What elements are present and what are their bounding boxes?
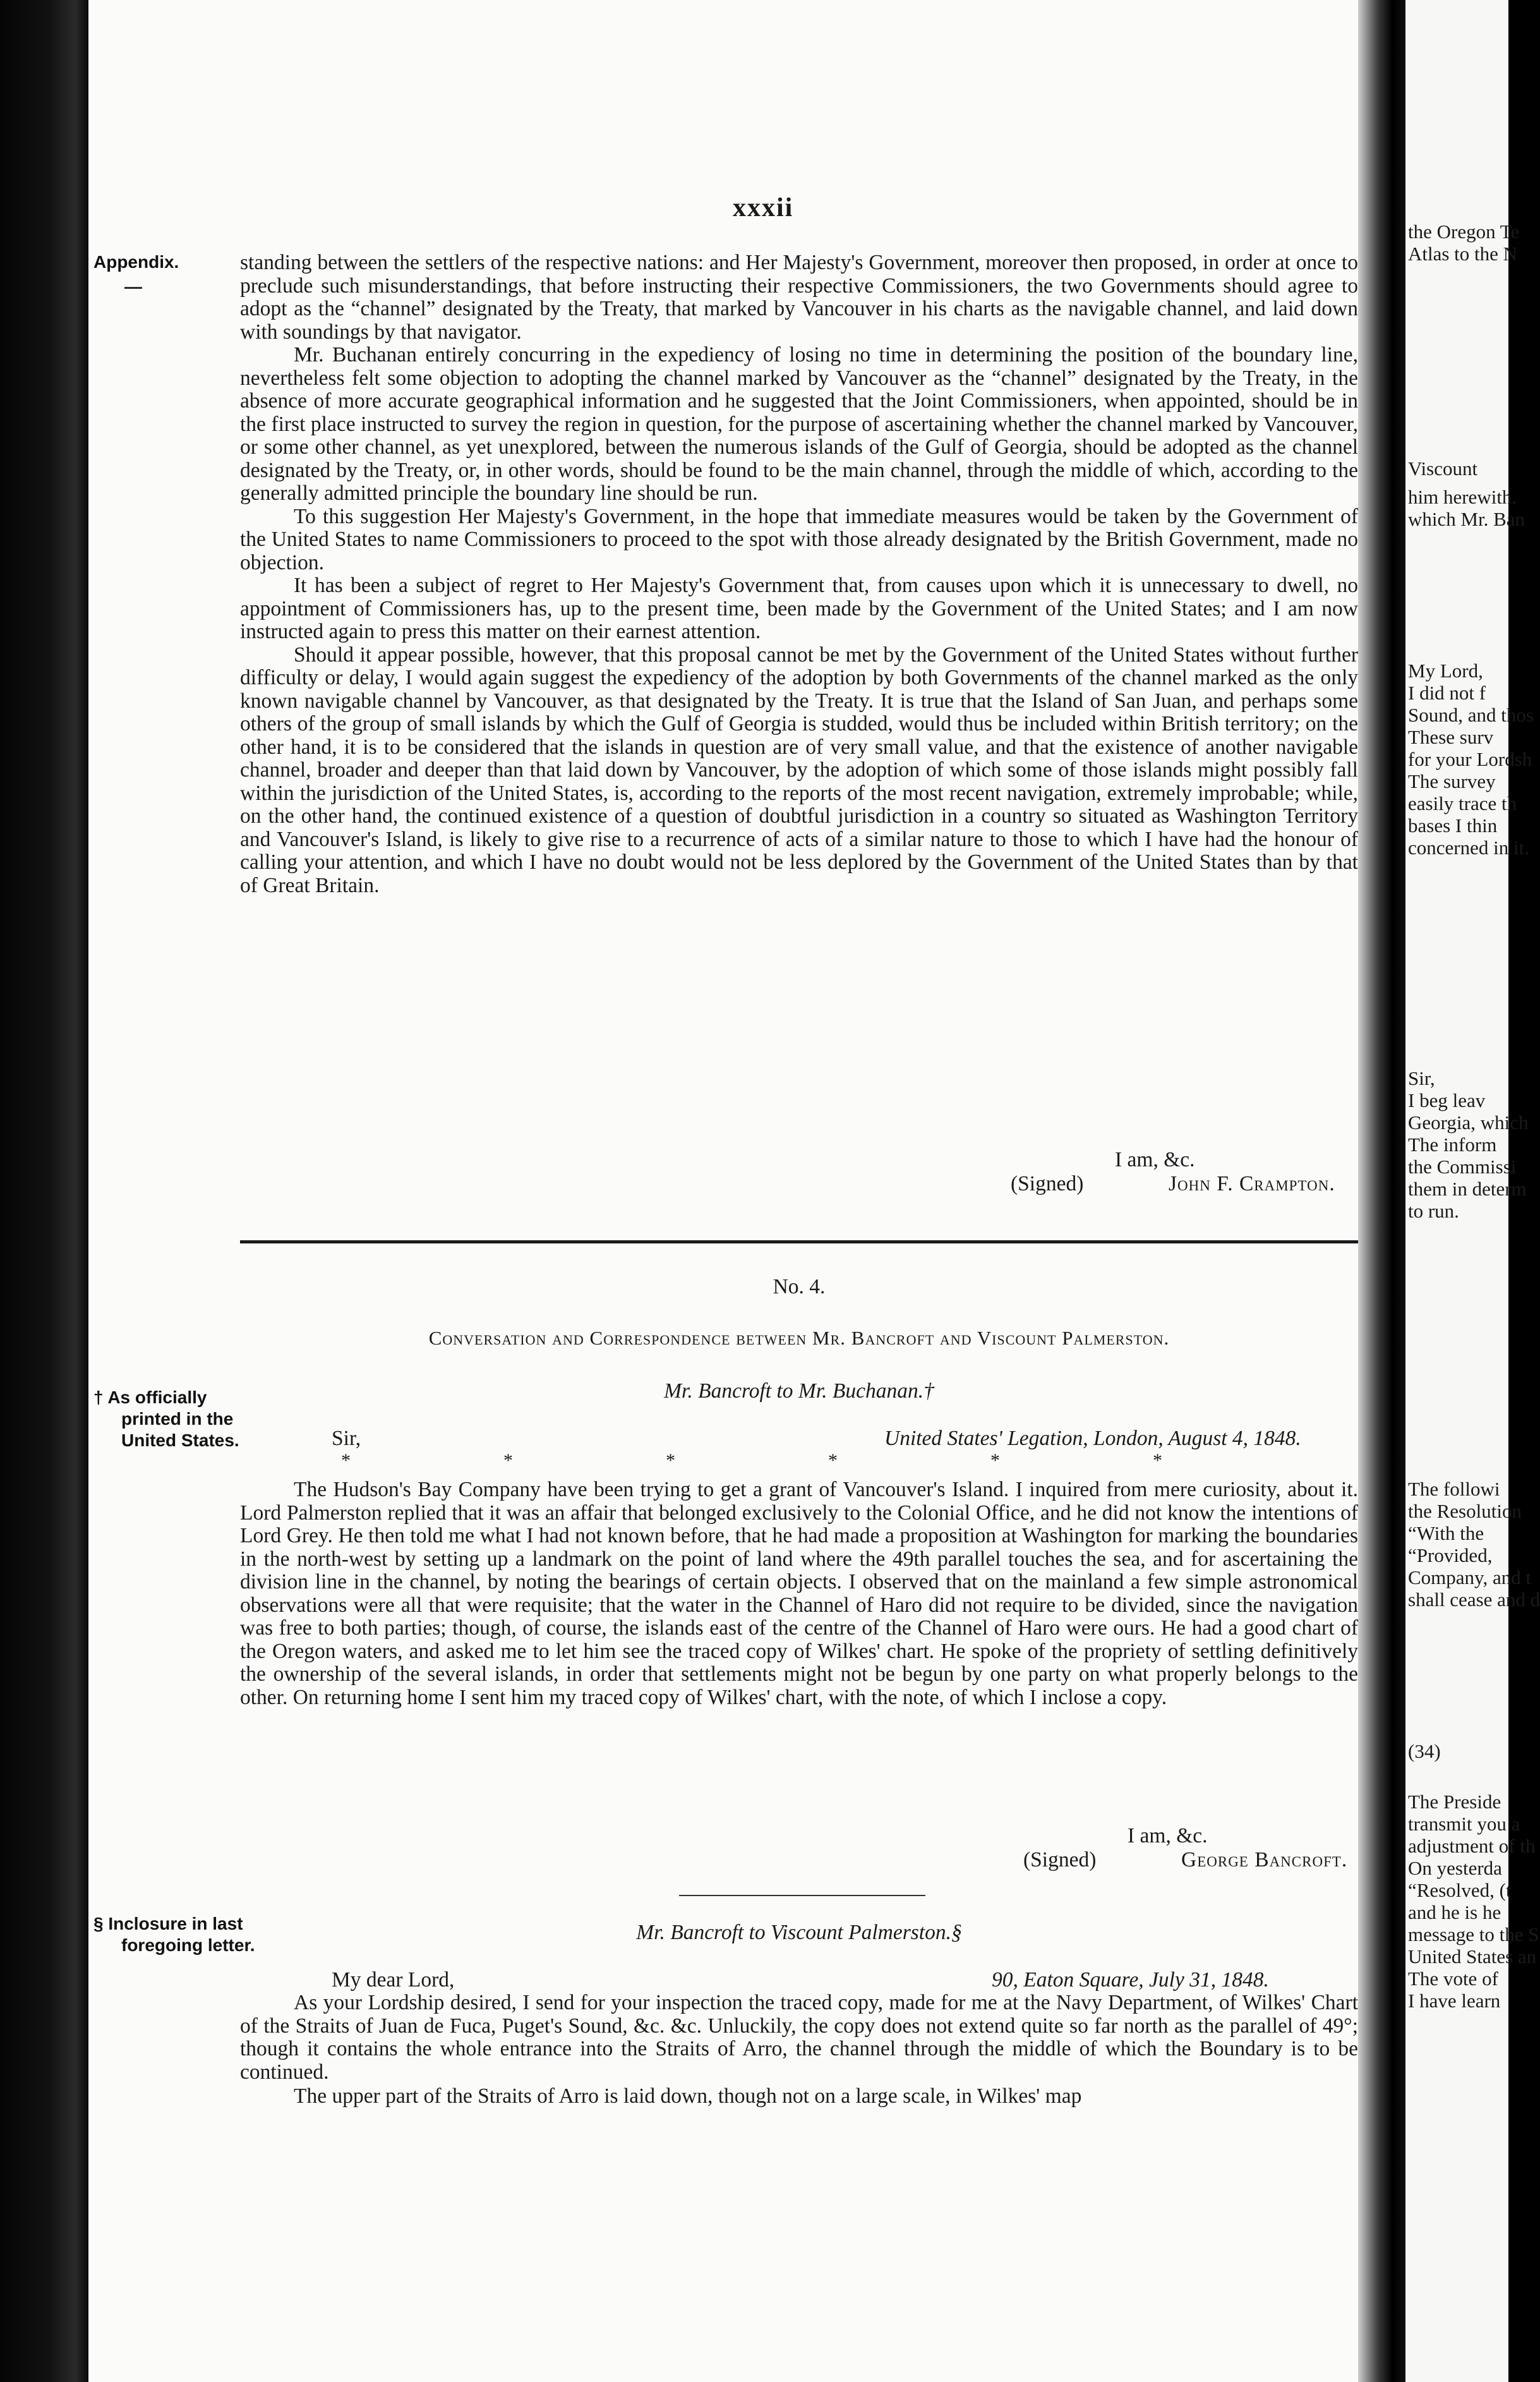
paragraph: Should it appear possible, however, that this proposal cannot be met by the Government of the United States without further difficulty or delay, I would again suggest the expediency of the adoption by both Governments of the channel marked as the only known navigable channel by Vancouver, as that designated by the Treaty. It is true that the Island of San Juan, and perhaps some others of the group of small islands by which the Gulf of Georgia is studded, would thus be included within British territory; on the other hand, it is to be considered that the islands in question are of very small value, and that the existence of another navigable channel, broader and deeper than that laid down by Vancouver, by the adoption of which some of those islands might possibly fall within the jurisdiction of the United States, is, according to the reports of the most recent navigation, extremely improbable; while, on the other hand, the continued existence of a question of doubtful jurisdiction in a country so situated as Washington Territory and Vancouver's Island, is likely to give rise to a recurrence of acts of a similar nature to those to which I have had the honour of calling your attention, and which I have no doubt would not be less deplored by the Government of the United States than by that of Great Britain. (240, 643, 1358, 897)
signed-label: (Signed) (1023, 1848, 1097, 1871)
page-number: xxxii (733, 193, 794, 222)
facing-page-line: to run. (1408, 1200, 1459, 1222)
facing-page-line: for your Lordsh (1408, 748, 1532, 770)
short-divider (679, 1895, 925, 1896)
facing-page-line: On yesterda (1408, 1857, 1502, 1879)
paragraph: As your Lordship desired, I send for your inspection the traced copy, made for me at the Navy Department, of Wilkes' Chart of the Straits of Juan de Fuca, Puget's Sound, &c. &c. Unluckily, the copy does not extend quite so far north as the parallel of 49°; though it contains the whole entrance into the Straits of Arro, the channel through the middle of which the Boundary is to be continued. (240, 1991, 1358, 2084)
facing-page-line: The inform (1408, 1134, 1497, 1156)
facing-page-line: The survey (1408, 770, 1496, 792)
facing-page-line: the Resolution (1408, 1500, 1522, 1522)
margin-note-appendix: Appendix. (93, 252, 179, 272)
facing-page-line: The Preside (1408, 1791, 1501, 1813)
section-number: No. 4. (773, 1275, 826, 1298)
facing-page-line: Georgia, which (1408, 1111, 1529, 1134)
paragraph: The Hudson's Bay Company have been trying to get a grant of Vancouver's Island. I inquired from mere curiosity, about it. Lord Palmerston replied that it was an affair that belonged exclusively to the Colonial Office, and he did not know the intentions of Lord Grey. He then told me what I had not known before, that he had made a proposition at Washington for marking the boundaries in the north-west by setting up a landmark on the point of land where the 49th parallel touches the sea, and for ascertaining the division line in the channel, by noting the bearings of certain objects. I observed that on the mainland a few simple astronomical observations were all that were requisite; that the water in the Channel of Haro did not require to be divided, since the navigation was free to both parties; though, of course, the islands east of the centre of the Channel of Haro were ours. He had a good chart of the Oregon waters, and asked me to let him see the traced copy of Wilkes' chart. He spoke of the propriety of settling definitively the ownership of the several islands, in order that settlements might not be begun by one party on what properly belongs to the other. On returning home I sent him my traced copy of Wilkes' chart, with the note, of which I inclose a copy. (240, 1478, 1358, 1709)
facing-page-line: Sound, and thos (1408, 704, 1534, 726)
signed-label: (Signed) (1011, 1172, 1084, 1195)
facing-page-line: the Commissi (1408, 1156, 1517, 1178)
facing-page-line: “Resolved, (t (1408, 1879, 1512, 1901)
facing-page-line: I did not f (1408, 682, 1486, 704)
book-spine-left (0, 0, 88, 2382)
facing-page-line: Sir, (1408, 1067, 1435, 1089)
margin-note-inclosure (93, 1913, 255, 1956)
letter-heading: Mr. Bancroft to Mr. Buchanan.† (664, 1379, 934, 1403)
signature: George Bancroft. (1181, 1848, 1348, 1871)
section-divider (240, 1240, 1358, 1243)
facing-page-line: message to the S (1408, 1923, 1539, 1945)
star: * (341, 1450, 351, 1471)
omission-stars (341, 1450, 1162, 1472)
facing-page-line: The followi (1408, 1478, 1500, 1500)
margin-note-line: printed in the (121, 1409, 234, 1429)
facing-page-line: and he is he (1408, 1901, 1501, 1923)
paragraph: To this suggestion Her Majesty's Government, in the hope that immediate measures would be taken by the Government of the United States to name Commissioners to proceed to the spot with those already designated by the British Government, made no objection. (240, 504, 1358, 574)
margin-note-officially-printed (93, 1387, 239, 1451)
margin-note-line: † As officially (93, 1387, 207, 1407)
paragraph: Mr. Buchanan entirely concurring in the expediency of losing no time in determining the position of the boundary line, nevertheless felt some objection to adopting the channel marked by Vancouver as the “channel” designated by the Treaty, in the absence of more accurate geographical information and he suggested that the Joint Commissioners, when appointed, should be in the first place instructed to survey the region in question, for the purpose of ascertaining whether the channel marked by Vancouver, or some other channel, as yet unexplored, between the numerous islands of the Gulf of Georgia, should be adopted as the channel designated by the Treaty, or, in other words, should be found to be the main channel, through the middle of which, according to the generally admitted principle the boundary line should be run. (240, 343, 1358, 505)
closing: I am, &c. (1128, 1824, 1208, 1847)
paragraph: The upper part of the Straits of Arro is laid down, though not on a large scale, in Wilkes' map (294, 2084, 1082, 2108)
facing-page-line: concerned in it. (1408, 837, 1529, 859)
margin-note-dash: — (124, 277, 142, 296)
place-date: 90, Eaton Square, July 31, 1848. (992, 1968, 1269, 1992)
star: * (828, 1450, 838, 1471)
facing-page-line: which Mr. Ban (1408, 508, 1525, 530)
facing-page-line: Atlas to the N (1408, 243, 1518, 265)
letter-bancroft-buchanan-body (240, 1478, 1358, 1709)
facing-page-line: United States an (1408, 1945, 1537, 1968)
star: * (1153, 1450, 1162, 1471)
facing-page-line: I beg leav (1408, 1089, 1486, 1111)
facing-page-line: My Lord, (1408, 660, 1483, 682)
facing-page-line: adjustment of th (1408, 1835, 1536, 1857)
margin-note-line: foregoing letter. (121, 1935, 255, 1955)
facing-page-line: The vote of (1408, 1968, 1498, 1990)
facing-page-line: Viscount (1408, 457, 1478, 480)
salutation: Sir, (332, 1427, 361, 1450)
closing: I am, &c. (1115, 1148, 1195, 1171)
margin-note-line: § Inclosure in last (93, 1914, 243, 1933)
letter-heading: Mr. Bancroft to Viscount Palmerston.§ (636, 1921, 962, 1944)
facing-page-line: the Oregon Te (1408, 221, 1520, 243)
salutation: My dear Lord, (332, 1968, 455, 1992)
facing-page-line: “Provided, (1408, 1544, 1493, 1566)
margin-note-line: United States. (121, 1430, 239, 1450)
paragraph: It has been a subject of regret to Her Majesty's Government that, from causes upon which it is unnecessary to dwell, no appointment of Commissioners has, up to the present time, been made by the Government of the United States; and I am now instructed again to press this matter on their earnest attention. (240, 574, 1358, 643)
facing-page-line: “With the (1408, 1522, 1484, 1544)
facing-page-line: easily trace th (1408, 792, 1517, 814)
section-title: Conversation and Correspondence between Mr. Bancroft and Viscount Palmerston. (428, 1327, 1170, 1349)
letter-crampton-body (240, 251, 1358, 897)
paragraph: standing between the settlers of the respective nations: and Her Majesty's Government, moreover then proposed, in order at once to preclude such misunderstandings, that before instructing their respective Commissioners, the two Governments should agree to adopt as the “channel” designated by the Treaty, that marked by Vancouver in his charts as the navigable channel, and laid down with soundings by that navigator. (240, 251, 1358, 344)
star: * (666, 1450, 675, 1471)
facing-page (1405, 0, 1540, 2382)
letter-bancroft-palmerston-body (240, 1992, 1358, 2084)
letter-bancroft-palmerston-continued (240, 2085, 1358, 2108)
facing-page-line: I have learn (1408, 1990, 1501, 2012)
facing-page-line: them in determ (1408, 1178, 1527, 1200)
signature: John F. Crampton. (1169, 1172, 1335, 1195)
star: * (503, 1450, 513, 1471)
star: * (990, 1450, 1000, 1471)
facing-page-line: (34) (1408, 1740, 1441, 1762)
facing-page-line: These surv (1408, 726, 1494, 748)
facing-page-line: Company, and t (1408, 1566, 1532, 1588)
facing-page-line: shall cease and d (1408, 1588, 1540, 1611)
facing-page-line: him herewith. (1408, 486, 1517, 508)
facing-page-line: transmit you a (1408, 1813, 1520, 1835)
facing-page-line: bases I thin (1408, 814, 1498, 837)
place-date: United States' Legation, London, August 4, 1848. (884, 1427, 1301, 1450)
